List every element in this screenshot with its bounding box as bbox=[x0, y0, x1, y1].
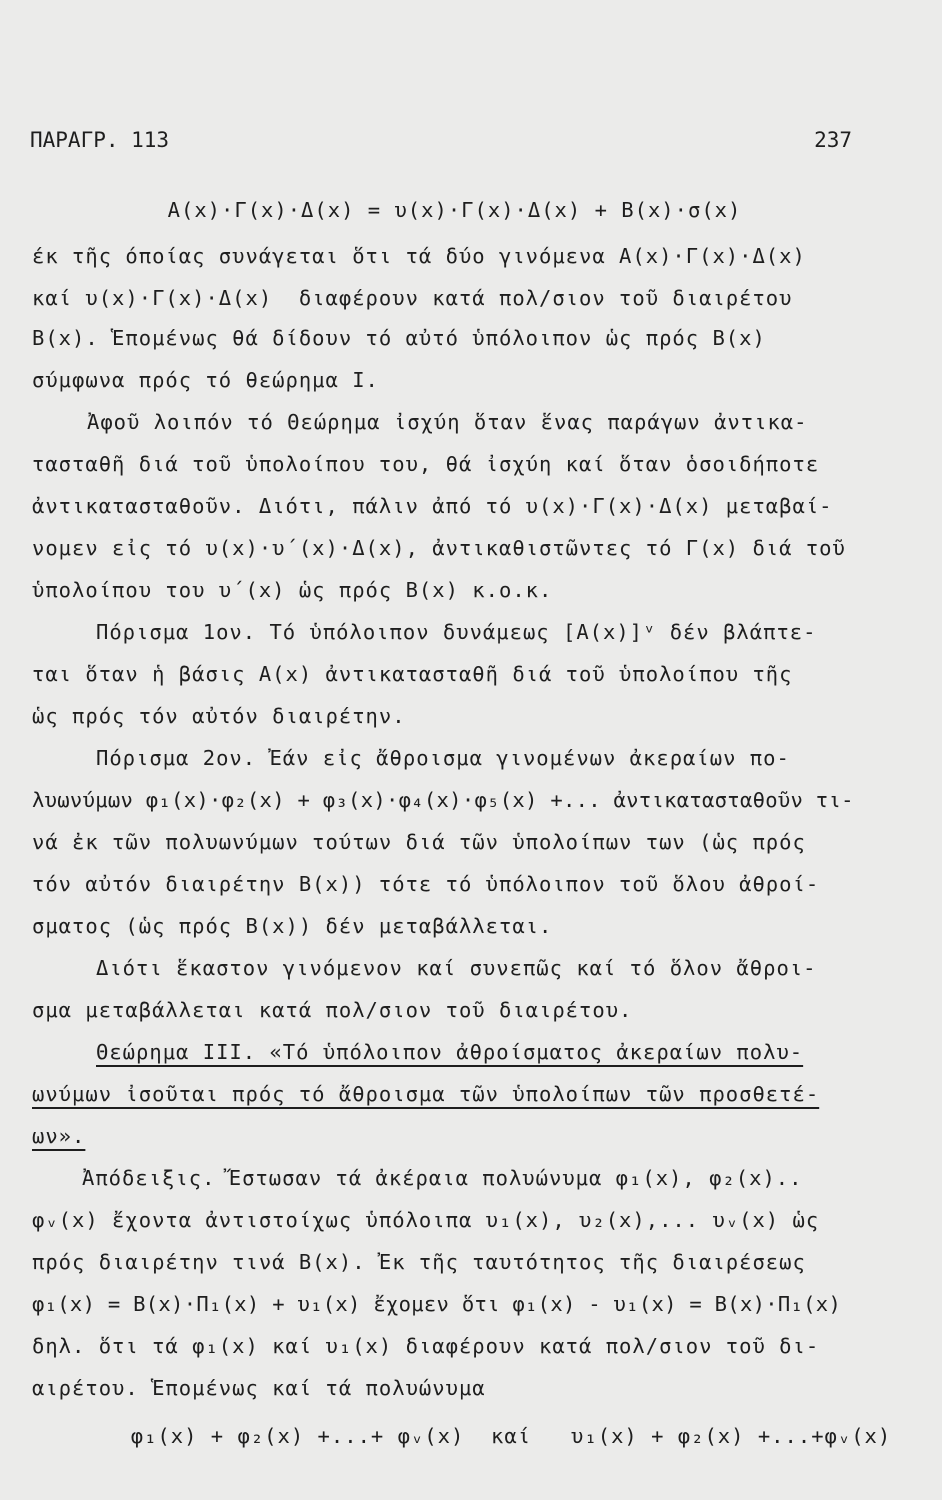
page-number: 237 bbox=[814, 128, 852, 152]
corollary-1-heading: Πόρισμα 1ον. Τό ὑπόλοιπον δυνάμεως [Α(x)]ᵛ δέν βλάπτε- bbox=[96, 620, 817, 644]
text-line: Διότι ἕκαστον γινόμενον καί συνεπῶς καί τό ὅλον ἄθροι- bbox=[96, 956, 817, 980]
equation-line: φ₁(x) = Β(x)·Π₁(x) + υ₁(x) ἔχομεν ὅτι φ₁(x) - υ₁(x) = Β(x)·Π₁(x) bbox=[32, 1292, 842, 1316]
text-line: Β(x). Ἑπομένως θά δίδουν τό αὐτό ὑπόλοιπον ὡς πρός Β(x) bbox=[32, 326, 766, 350]
text-line: σμα μεταβάλλεται κατά πολ/σιον τοῦ διαιρέτου. bbox=[32, 998, 633, 1022]
theorem-3-heading: Θεώρημα ΙΙΙ. «Τό ὑπόλοιπον ἀθροίσματος ἀκεραίων πολυ- bbox=[96, 1040, 804, 1064]
text-line: ἀντικατασταθοῦν. Διότι, πάλιν ἀπό τό υ(x)·Γ(x)·Δ(x) μεταβαί- bbox=[32, 494, 833, 518]
text-line: πρός διαιρέτην τινά Β(x). Ἐκ τῆς ταυτότητος τῆς διαιρέσεως bbox=[32, 1250, 806, 1274]
text-line: τασταθῆ διά τοῦ ὑπολοίπου του, θά ἰσχύη καί ὅταν ὁσοιδήποτε bbox=[32, 452, 820, 476]
page-header bbox=[30, 128, 852, 152]
text-line: ται ὅταν ἡ βάσις Α(x) ἀντικατασταθῆ διά τοῦ ὑπολοίπου τῆς bbox=[32, 662, 793, 686]
equation-line: Α(x)·Γ(x)·Δ(x) = υ(x)·Γ(x)·Δ(x) + Β(x)·σ(x) bbox=[167, 198, 742, 222]
text-line: ὑπολοίπου του υ΄(x) ὡς πρός Β(x) κ.ο.κ. bbox=[32, 578, 553, 602]
corollary-2-heading: Πόρισμα 2ον. Ἐάν εἰς ἄθροισμα γινομένων ἀκεραίων πο- bbox=[96, 746, 790, 770]
text-line: έκ τῆς όποίας συνάγεται ὅτι τά δύο γινόμενα Α(x)·Γ(x)·Δ(x) bbox=[32, 244, 806, 268]
text-line: ὡς πρός τόν αὐτόν διαιρέτην. bbox=[32, 704, 406, 728]
section-label: ΠΑΡΑΓΡ. 113 bbox=[30, 128, 170, 152]
text-line: τόν αὐτόν διαιρέτην Β(x)) τότε τό ὑπόλοιπον τοῦ ὅλου ἀθροί- bbox=[32, 872, 820, 896]
text-line: δηλ. ὅτι τά φ₁(x) καί υ₁(x) διαφέρουν κατά πολ/σιον τοῦ δι- bbox=[32, 1334, 820, 1358]
text-line: σύμφωνα πρός τό θεώρημα Ι. bbox=[32, 368, 379, 392]
text-line: νά ἐκ τῶν πολυωνύμων τούτων διά τῶν ὑπολοίπων των (ὡς πρός bbox=[32, 830, 806, 854]
theorem-3-text-end: ων». bbox=[32, 1124, 86, 1148]
theorem-3-text: ωνύμων ἰσοῦται πρός τό ἄθροισμα τῶν ὑπολοίπων τῶν προσθετέ- bbox=[32, 1082, 820, 1106]
text-line: σματος (ὡς πρός Β(x)) δέν μεταβάλλεται. bbox=[32, 914, 553, 938]
text-line: αιρέτου. Ἑπομένως καί τά πολυώνυμα bbox=[32, 1376, 486, 1400]
text-line: λυωνύμων φ₁(x)·φ₂(x) + φ₃(x)·φ₄(x)·φ₅(x) +... ἀντικατασταθοῦν τι- bbox=[32, 788, 854, 812]
text-line: καί υ(x)·Γ(x)·Δ(x) διαφέρουν κατά πολ/σιον τοῦ διαιρέτου bbox=[32, 286, 793, 310]
equation-line: φ₁(x) + φ₂(x) +...+ φᵥ(x) καί υ₁(x) + φ₂(x) +...+φᵥ(x) bbox=[130, 1424, 892, 1448]
text-line: φᵥ(x) ἔχοντα ἀντιστοίχως ὑπόλοιπα υ₁(x), υ₂(x),... υᵥ(x) ὡς bbox=[32, 1208, 820, 1232]
proof-heading: Ἀπόδειξις. Ἔστωσαν τά ἀκέραια πολυώνυμα φ₁(x), φ₂(x).. bbox=[82, 1166, 803, 1190]
text-line: νομεν εἰς τό υ(x)·υ΄(x)·Δ(x), ἀντικαθιστῶντες τό Γ(x) διά τοῦ bbox=[32, 536, 846, 560]
text-line: Ἀφοῦ λοιπόν τό Θεώρημα ἰσχύη ὅταν ἕνας παράγων ἀντικα- bbox=[87, 410, 808, 434]
